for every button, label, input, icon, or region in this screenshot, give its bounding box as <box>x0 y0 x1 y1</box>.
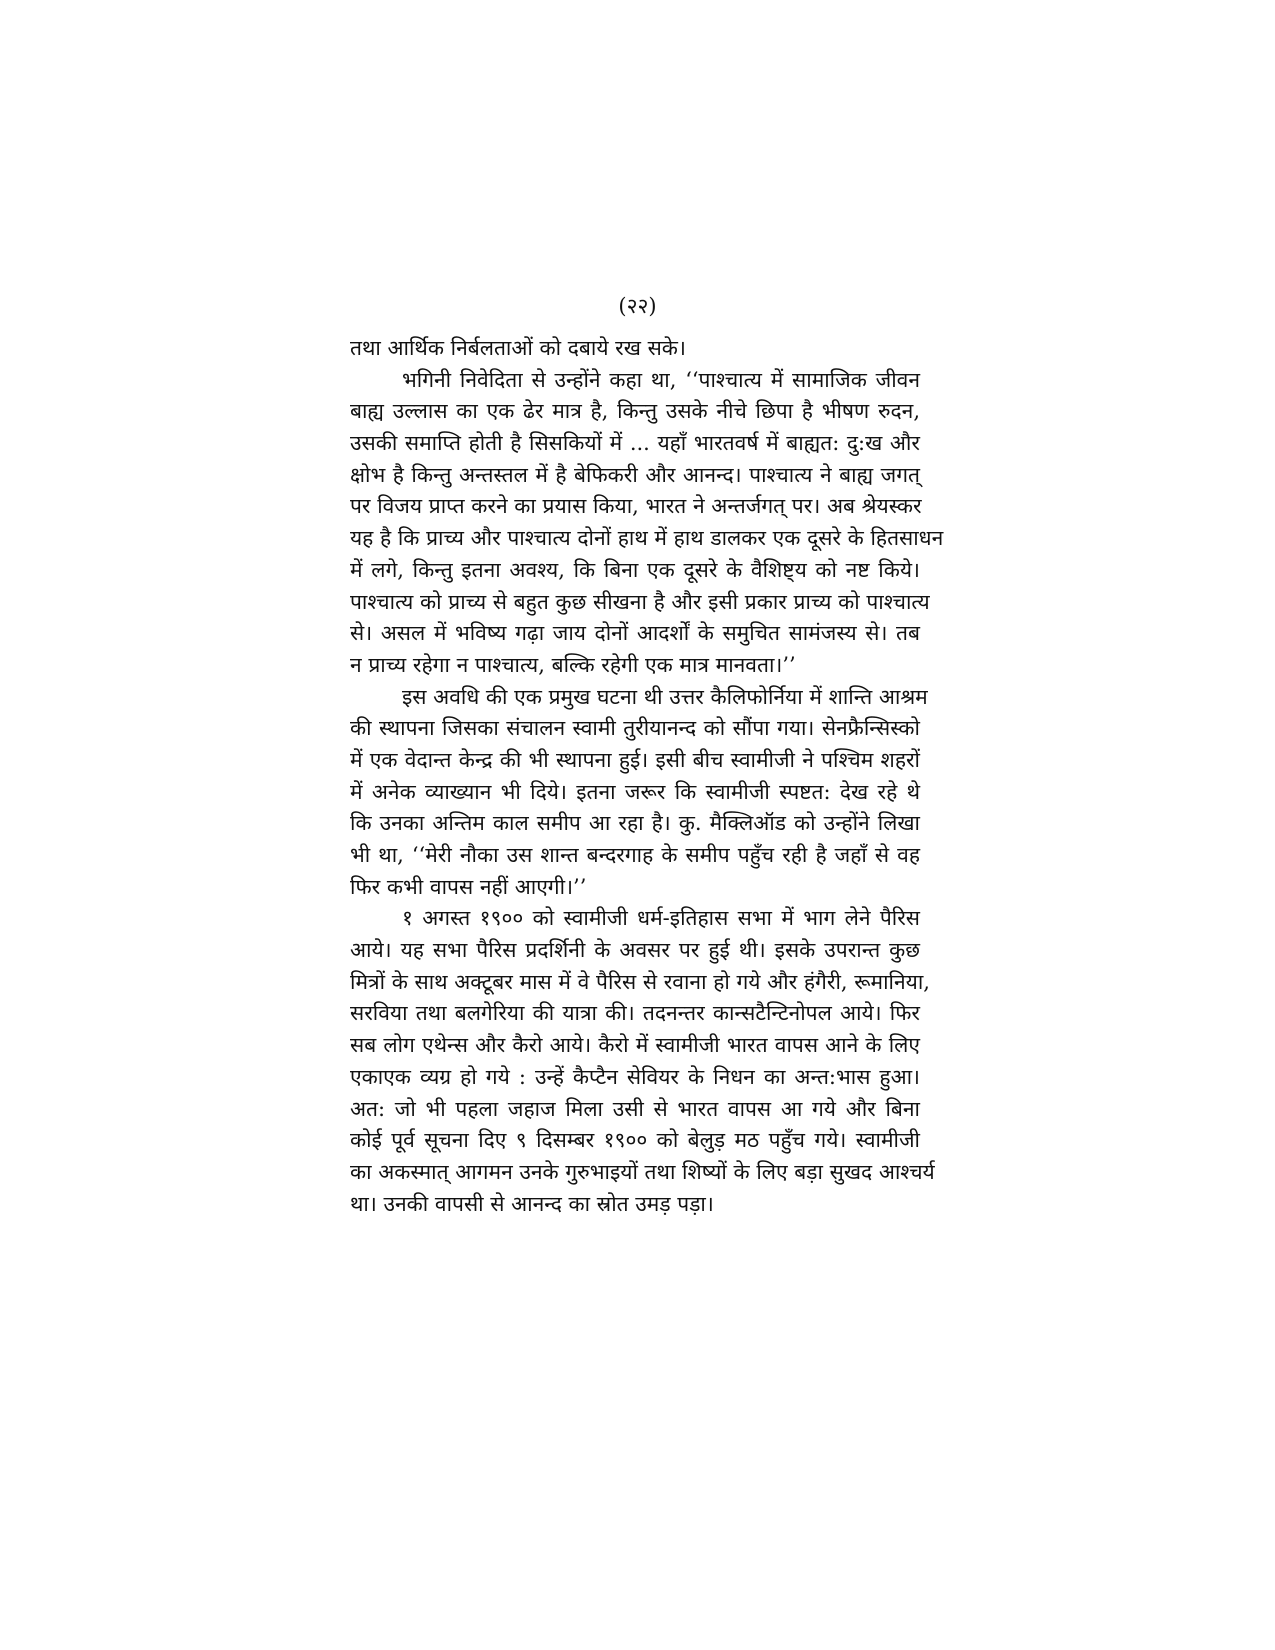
text-line: था। उनकी वापसी से आनन्द का स्रोत उमड़ पड़ा। <box>350 1191 714 1216</box>
text-line: इस अवधि की एक प्रमुख घटना थी उत्तर कैलिफोर्निया में शान्ति आश्रम <box>402 684 928 709</box>
text-line: का अकस्मात् आगमन उनके गुरुभाइयों तथा शिष्यों के लिए बड़ा सुखद आश्चर्य <box>350 1159 935 1184</box>
text-line: से। असल में भविष्य गढ़ा जाय दोनों आदर्शों के समुचित सामंजस्य से। तब <box>350 621 920 646</box>
text-line: तथा आर्थिक निर्बलताओं को दबाये रख सके। <box>350 336 686 360</box>
text-line: भगिनी निवेदिता से उन्होंने कहा था, ‘‘पाश्चात्य में सामाजिक जीवन <box>402 367 920 392</box>
text-line: अत: जो भी पहला जहाज मिला उसी से भारत वापस आ गये और बिना <box>350 1096 920 1121</box>
text-line: कि उनका अन्तिम काल समीप आ रहा है। कु. मैक्लिऑड को उन्होंने लिखा <box>350 811 920 836</box>
page-number: (२२) <box>618 294 657 318</box>
text-line: न प्राच्य रहेगा न पाश्चात्य, बल्कि रहेगी एक मात्र मानवता।’’ <box>350 652 796 677</box>
text-line: १ अगस्त १९०० को स्वामीजी धर्म-इतिहास सभा में भाग लेने पैरिस <box>402 906 920 931</box>
text-line: यह है कि प्राच्य और पाश्चात्य दोनों हाथ में हाथ डालकर एक दूसरे के हितसाधन <box>350 526 944 551</box>
text-line: कोई पूर्व सूचना दिए ९ दिसम्बर १९०० को बेलुड़ मठ पहुँच गये। स्वामीजी <box>350 1128 920 1153</box>
text-line: में लगे, किन्तु इतना अवश्य, कि बिना एक दूसरे के वैशिष्ट्य को नष्ट किये। <box>350 557 920 582</box>
text-line: पाश्चात्य को प्राच्य से बहुत कुछ सीखना है और इसी प्रकार प्राच्य को पाश्चात्य <box>350 589 930 614</box>
text-line: बाह्य उल्लास का एक ढेर मात्र है, किन्तु उसके नीचे छिपा है भीषण रुदन, <box>350 399 920 424</box>
text-line: सब लोग एथेन्स और कैरो आये। कैरो में स्वामीजी भारत वापस आने के लिए <box>350 1033 920 1058</box>
text-line: मित्रों के साथ अक्टूबर मास में वे पैरिस से रवाना हो गये और हंगैरी, रूमानिया, <box>350 969 930 994</box>
text-line: आये। यह सभा पैरिस प्रदर्शिनी के अवसर पर हुई थी। इसके उपरान्त कुछ <box>350 938 920 963</box>
body-text <box>350 333 944 1220</box>
text-line: सरविया तथा बलगेरिया की यात्रा की। तदनन्तर कान्सटैन्टिनोपल आये। फिर <box>350 1001 920 1026</box>
text-line: पर विजय प्राप्त करने का प्रयास किया, भारत ने अन्तर्जगत् पर। अब श्रेयस्कर <box>350 494 922 519</box>
text-line: उसकी समाप्ति होती है सिसकियों में ... यहाँ भारतवर्ष में बाह्यत: दु:ख और <box>350 431 920 456</box>
text-line: क्षोभ है किन्तु अन्तस्तल में है बेफिकरी और आनन्द। पाश्चात्य ने बाह्य जगत् <box>350 462 920 487</box>
text-line: में एक वेदान्त केन्द्र की भी स्थापना हुई। इसी बीच स्वामीजी ने पश्चिम शहरों <box>350 747 920 772</box>
text-line: एकाएक व्यग्र हो गये : उन्हें कैप्टैन सेवियर के निधन का अन्त:भास हुआ। <box>350 1064 920 1089</box>
text-line: की स्थापना जिसका संचालन स्वामी तुरीयानन्द को सौंपा गया। सेनफ्रैन्सिस्को <box>350 716 920 741</box>
text-line: भी था, ‘‘मेरी नौका उस शान्त बन्दरगाह के समीप पहुँच रही है जहाँ से वह <box>350 843 920 867</box>
text-line: फिर कभी वापस नहीं आएगी।’’ <box>350 874 587 899</box>
text-line: में अनेक व्याख्यान भी दिये। इतना जरूर कि स्वामीजी स्पष्टत: देख रहे थे <box>350 779 920 804</box>
